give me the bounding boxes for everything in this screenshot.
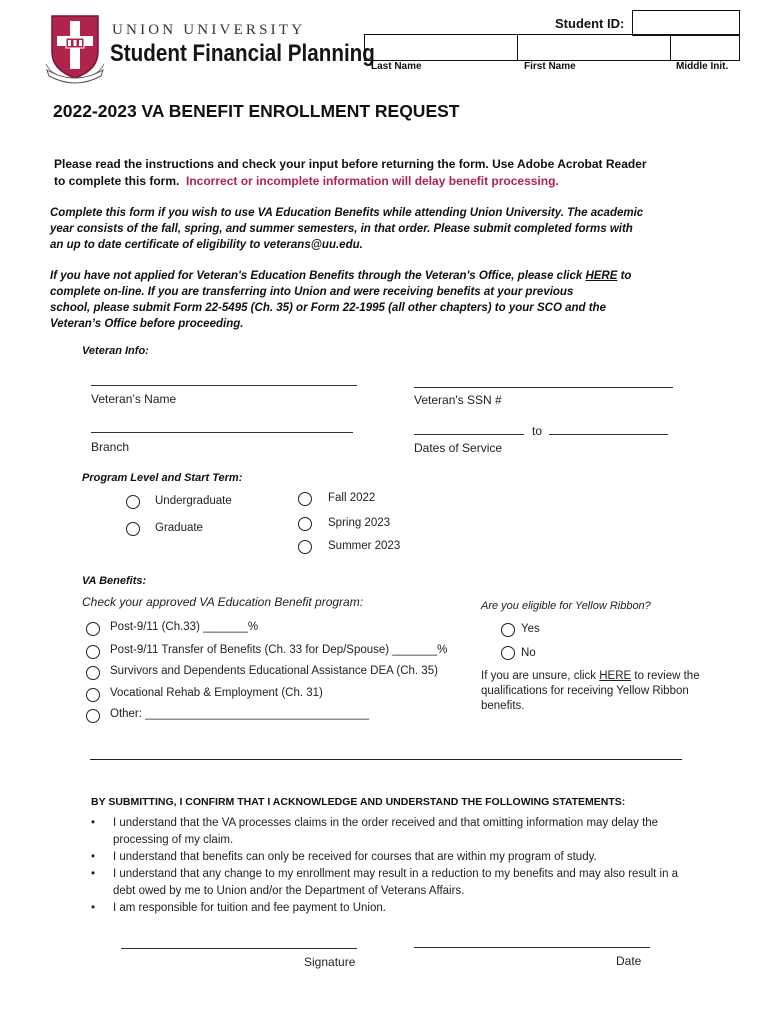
- dates-of-service-label: Dates of Service: [414, 441, 503, 455]
- benefit-vre-label: Vocational Rehab & Employment (Ch. 31): [110, 687, 323, 699]
- middle-init-field[interactable]: [671, 35, 739, 60]
- benefit-ch33-transfer-label: Post-9/11 Transfer of Benefits (Ch. 33 for Dep/Spouse) _______%: [110, 644, 448, 656]
- yellow-ribbon-yes-radio[interactable]: [501, 623, 515, 637]
- yellow-ribbon-note-suffix: to review the: [631, 670, 700, 682]
- yellow-ribbon-note-prefix: If you are unsure, click: [481, 670, 600, 682]
- spring-2023-radio[interactable]: [298, 517, 312, 531]
- yellow-ribbon-yes-label: Yes: [521, 623, 540, 635]
- graduate-label: Graduate: [155, 522, 203, 534]
- veteran-name-input[interactable]: [91, 385, 357, 386]
- yellow-ribbon-note-line-3: benefits.: [481, 700, 525, 712]
- last-name-label: Last Name: [371, 61, 422, 72]
- date-input[interactable]: [414, 947, 650, 948]
- spring-2023-label: Spring 2023: [328, 517, 391, 529]
- yellow-ribbon-note-line-2: qualifications for receiving Yellow Ribbon: [481, 685, 689, 697]
- yellow-ribbon-no-radio[interactable]: [501, 646, 515, 660]
- fall-2022-radio[interactable]: [298, 492, 312, 506]
- paragraph-eligibility: [50, 205, 740, 253]
- yellow-ribbon-no-label: No: [521, 647, 536, 659]
- last-name-field[interactable]: [365, 35, 518, 60]
- signature-label: Signature: [304, 955, 356, 969]
- date-label: Date: [616, 954, 642, 968]
- first-name-label: First Name: [524, 61, 576, 72]
- department-name: Student Financial Planning: [110, 40, 375, 67]
- section-divider: [90, 759, 682, 760]
- form-title: 2022-2023 VA BENEFIT ENROLLMENT REQUEST: [53, 101, 460, 121]
- summer-2023-radio[interactable]: [298, 540, 312, 554]
- confirmation-statement: • I am responsible for tuition and fee payment to Union.: [91, 900, 691, 917]
- university-name: UNION UNIVERSITY: [112, 22, 306, 38]
- first-name-field[interactable]: [518, 35, 671, 60]
- dates-to-label: to: [532, 424, 543, 438]
- paragraph-eligibility-line-3: an up to date certificate of eligibility to veterans@uu.edu.: [50, 239, 363, 251]
- confirmation-statements: [91, 815, 691, 917]
- branch-label: Branch: [91, 440, 130, 454]
- instructions-line-2-prefix: to complete this form.: [54, 174, 187, 188]
- benefit-other-label: Other: ___________________________________: [110, 708, 370, 720]
- paragraph-eligibility-line-1: Complete this form if you wish to use VA Education Benefits while attending Union University. The academic: [50, 207, 644, 219]
- va-benefits-heading: VA Benefits:: [82, 575, 147, 587]
- benefit-ch33-transfer-radio[interactable]: [86, 645, 100, 659]
- confirmation-statement: • I understand that benefits can only be received for courses that are within my program of study.: [91, 849, 691, 866]
- service-end-input[interactable]: [549, 434, 668, 435]
- va-benefits-subheading: Check your approved VA Education Benefit program:: [82, 595, 364, 609]
- yellow-ribbon-note-line-1: [481, 669, 700, 684]
- paragraph-apply-line-4: Veteran’s Office before proceeding.: [50, 318, 244, 330]
- veteran-name-label: Veteran’s Name: [91, 392, 177, 406]
- instructions-line-1: Please read the instructions and check your input before returning the form. Use Adobe Acrobat Reader: [54, 157, 647, 171]
- graduate-radio[interactable]: [126, 522, 140, 536]
- benefit-other-radio[interactable]: [86, 709, 100, 723]
- yellow-ribbon-note: [481, 669, 700, 714]
- veteran-info-heading: Veteran Info:: [82, 345, 149, 357]
- instructions: [54, 156, 734, 190]
- veteran-ssn-input[interactable]: [414, 387, 673, 388]
- student-id-field[interactable]: [632, 10, 740, 36]
- apply-here-link[interactable]: HERE: [585, 270, 618, 282]
- benefit-dea-label: Survivors and Dependents Educational Assistance DEA (Ch. 35): [110, 665, 438, 677]
- yellow-ribbon-question: Are you eligible for Yellow Ribbon?: [481, 600, 651, 612]
- name-fields-grid: [364, 34, 740, 61]
- benefit-ch33-label: Post-9/11 (Ch.33) _______%: [110, 621, 259, 633]
- confirmation-statement: • I understand that any change to my enrollment may result in a reduction to my benefits and may also result in a debt owed by me to Union and/or the Department of Veterans Affairs.: [91, 866, 691, 900]
- paragraph-apply-line-1: [50, 268, 740, 284]
- undergraduate-radio[interactable]: [126, 495, 140, 509]
- confirmation-statement: • I understand that the VA processes claims in the order received and that omitting information may delay the processing of my claim.: [91, 815, 691, 849]
- instructions-warning: Incorrect or incomplete information will delay benefit processing.: [186, 174, 559, 188]
- university-crest-logo: [44, 12, 106, 84]
- benefit-vre-radio[interactable]: [86, 688, 100, 702]
- paragraph-apply-line-1-prefix: If you have not applied for Veteran's Education Benefits through the Veteran's Office, please click: [50, 270, 586, 282]
- fall-2022-label: Fall 2022: [328, 492, 376, 504]
- benefit-dea-radio[interactable]: [86, 666, 100, 680]
- paragraph-apply-line-1-suffix: to: [617, 270, 632, 282]
- confirmation-heading: BY SUBMITTING, I CONFIRM THAT I ACKNOWLEDGE AND UNDERSTAND THE FOLLOWING STATEMENTS:: [91, 796, 626, 808]
- student-id-label: Student ID:: [555, 16, 625, 31]
- branch-input[interactable]: [91, 432, 353, 433]
- paragraph-apply-line-3: school, please submit Form 22-5495 (Ch. 35) or Form 22-1995 (all other chapters) to your SCO and the: [50, 302, 606, 314]
- undergraduate-label: Undergraduate: [155, 495, 232, 507]
- instructions-line-2: [54, 173, 734, 190]
- benefit-ch33-radio[interactable]: [86, 622, 100, 636]
- program-level-heading: Program Level and Start Term:: [82, 472, 243, 484]
- yellow-ribbon-here-link[interactable]: HERE: [599, 670, 632, 682]
- signature-input[interactable]: [121, 948, 357, 949]
- paragraph-apply-line-2: complete on-line. If you are transferring into Union and were receiving benefits at your previous: [50, 286, 574, 298]
- paragraph-eligibility-line-2: year consists of the fall, spring, and summer semesters, in that order. Please submit completed forms with: [50, 223, 633, 235]
- paragraph-apply: [50, 268, 740, 332]
- middle-init-label: Middle Init.: [676, 61, 729, 72]
- veteran-ssn-label: Veteran's SSN #: [414, 393, 502, 407]
- summer-2023-label: Summer 2023: [328, 540, 401, 552]
- service-start-input[interactable]: [414, 434, 524, 435]
